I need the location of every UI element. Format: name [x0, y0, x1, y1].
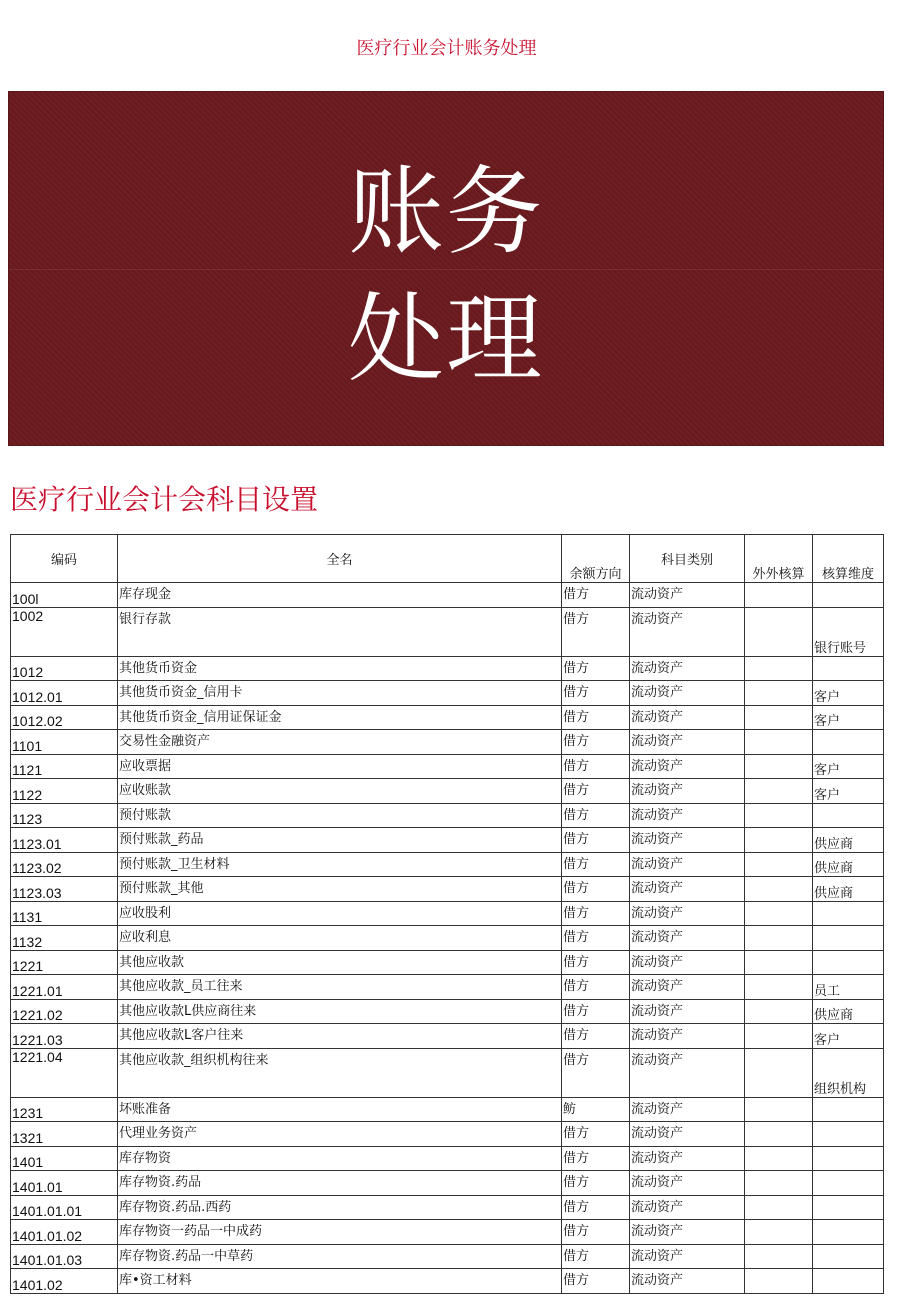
table-row	[11, 999, 884, 1024]
accounting-dimension-cell: 供应商	[813, 828, 884, 853]
balance-direction-cell: 借方	[562, 730, 630, 755]
accounting-dimension-cell	[813, 656, 884, 681]
balance-direction-cell: 鲂	[562, 1097, 630, 1122]
account-code-cell: 1401.01.03	[11, 1244, 118, 1269]
accounting-dimension-cell	[813, 1146, 884, 1171]
accounting-dimension-cell: 客户	[813, 754, 884, 779]
accounting-dimension-cell	[813, 730, 884, 755]
external-accounting-cell	[745, 1146, 813, 1171]
table-row	[11, 1048, 884, 1097]
account-code-cell: 1002	[11, 607, 118, 656]
account-code-cell: 1123.01	[11, 828, 118, 853]
external-accounting-cell	[745, 1244, 813, 1269]
banner-text-line-1: 账务	[348, 156, 544, 268]
balance-direction-cell: 借方	[562, 1269, 630, 1294]
table-row	[11, 828, 884, 853]
external-accounting-cell	[745, 754, 813, 779]
column-header-external-accounting: 外外核算	[745, 535, 813, 583]
account-name-cell: 其他货币资金_信用证保证金	[118, 705, 562, 730]
accounting-dimension-cell	[813, 1195, 884, 1220]
external-accounting-cell	[745, 852, 813, 877]
balance-direction-cell: 借方	[562, 656, 630, 681]
external-accounting-cell	[745, 1122, 813, 1147]
accounting-dimension-cell: 供应商	[813, 852, 884, 877]
table-row	[11, 1097, 884, 1122]
balance-direction-cell: 借方	[562, 999, 630, 1024]
subject-category-cell: 流动资产	[630, 950, 745, 975]
balance-direction-cell: 借方	[562, 1244, 630, 1269]
accounting-dimension-cell: 客户	[813, 681, 884, 706]
balance-direction-cell: 借方	[562, 975, 630, 1000]
table-row	[11, 1269, 884, 1294]
balance-direction-cell: 借方	[562, 1146, 630, 1171]
external-accounting-cell	[745, 779, 813, 804]
accounting-dimension-cell	[813, 1244, 884, 1269]
account-name-cell: 其他应收款	[118, 950, 562, 975]
external-accounting-cell	[745, 877, 813, 902]
table-row	[11, 1220, 884, 1245]
balance-direction-cell: 借方	[562, 828, 630, 853]
balance-direction-cell: 借方	[562, 926, 630, 951]
account-code-cell: 1321	[11, 1122, 118, 1147]
accounting-dimension-cell: 银行账号	[813, 607, 884, 656]
table-row	[11, 1171, 884, 1196]
table-row	[11, 852, 884, 877]
account-name-cell: 库存物资	[118, 1146, 562, 1171]
column-header-full-name: 全名	[118, 535, 562, 583]
external-accounting-cell	[745, 583, 813, 608]
account-name-cell: 其他货币资金_信用卡	[118, 681, 562, 706]
subject-category-cell: 流动资产	[630, 1195, 745, 1220]
account-code-cell: 1401	[11, 1146, 118, 1171]
account-name-cell: 预付账款	[118, 803, 562, 828]
accounting-dimension-cell: 客户	[813, 1024, 884, 1049]
account-name-cell: 其他应收款L供应商往来	[118, 999, 562, 1024]
account-code-cell: 1012.02	[11, 705, 118, 730]
accounting-dimension-cell	[813, 1269, 884, 1294]
subject-category-cell: 流动资产	[630, 975, 745, 1000]
table-row	[11, 681, 884, 706]
balance-direction-cell: 借方	[562, 1024, 630, 1049]
subject-category-cell: 流动资产	[630, 1097, 745, 1122]
accounting-dimension-cell	[813, 926, 884, 951]
table-row	[11, 975, 884, 1000]
table-row	[11, 926, 884, 951]
accounting-dimension-cell: 客户	[813, 705, 884, 730]
subject-category-cell: 流动资产	[630, 803, 745, 828]
accounting-dimension-cell	[813, 1220, 884, 1245]
balance-direction-cell: 借方	[562, 1122, 630, 1147]
balance-direction-cell: 借方	[562, 901, 630, 926]
balance-direction-cell: 借方	[562, 754, 630, 779]
table-row	[11, 1122, 884, 1147]
subject-category-cell: 流动资产	[630, 1244, 745, 1269]
account-code-cell: 1221.01	[11, 975, 118, 1000]
account-code-cell: 1123	[11, 803, 118, 828]
subject-category-cell: 流动资产	[630, 681, 745, 706]
external-accounting-cell	[745, 975, 813, 1000]
external-accounting-cell	[745, 1269, 813, 1294]
external-accounting-cell	[745, 656, 813, 681]
account-code-cell: 1221.04	[11, 1048, 118, 1097]
balance-direction-cell: 借方	[562, 607, 630, 656]
subject-category-cell: 流动资产	[630, 705, 745, 730]
external-accounting-cell	[745, 607, 813, 656]
table-row	[11, 901, 884, 926]
account-code-cell: 1121	[11, 754, 118, 779]
title-banner	[8, 91, 884, 446]
subject-category-cell: 流动资产	[630, 730, 745, 755]
table-row	[11, 1244, 884, 1269]
account-code-cell: 1221.02	[11, 999, 118, 1024]
account-name-cell: 代理业务资产	[118, 1122, 562, 1147]
account-code-cell: 1221	[11, 950, 118, 975]
account-code-cell: 1132	[11, 926, 118, 951]
account-name-cell: 库存现金	[118, 583, 562, 608]
account-code-cell: 1401.01.01	[11, 1195, 118, 1220]
table-row	[11, 950, 884, 975]
balance-direction-cell: 借方	[562, 1195, 630, 1220]
account-code-cell: 1012	[11, 656, 118, 681]
account-name-cell: 预付账款_其他	[118, 877, 562, 902]
accounting-dimension-cell	[813, 1171, 884, 1196]
banner-text-line-2: 处理	[348, 283, 544, 395]
account-code-cell: 1101	[11, 730, 118, 755]
accounting-dimension-cell	[813, 1122, 884, 1147]
subject-category-cell: 流动资产	[630, 828, 745, 853]
subject-category-cell: 流动资产	[630, 877, 745, 902]
balance-direction-cell: 借方	[562, 950, 630, 975]
external-accounting-cell	[745, 1097, 813, 1122]
accounting-dimension-cell: 供应商	[813, 877, 884, 902]
account-name-cell: 交易性金融资产	[118, 730, 562, 755]
account-code-cell: 1401.01	[11, 1171, 118, 1196]
account-subjects-table	[10, 534, 884, 1294]
balance-direction-cell: 借方	[562, 803, 630, 828]
balance-direction-cell: 借方	[562, 852, 630, 877]
subject-category-cell: 流动资产	[630, 1122, 745, 1147]
subject-category-cell: 流动资产	[630, 1220, 745, 1245]
column-header-subject-category: 科目类别	[630, 535, 745, 583]
account-name-cell: 其他应收款_组织机构往来	[118, 1048, 562, 1097]
subject-category-cell: 流动资产	[630, 1024, 745, 1049]
account-name-cell: 库存物资.药品.西药	[118, 1195, 562, 1220]
account-code-cell: 1123.02	[11, 852, 118, 877]
balance-direction-cell: 借方	[562, 877, 630, 902]
account-name-cell: 库存物资一药品一中成药	[118, 1220, 562, 1245]
external-accounting-cell	[745, 1195, 813, 1220]
account-name-cell: 应收利息	[118, 926, 562, 951]
subject-category-cell: 流动资产	[630, 901, 745, 926]
external-accounting-cell	[745, 950, 813, 975]
table-row	[11, 754, 884, 779]
account-name-cell: 其他货币资金	[118, 656, 562, 681]
table-row	[11, 803, 884, 828]
table-row	[11, 1195, 884, 1220]
account-name-cell: 应收票据	[118, 754, 562, 779]
external-accounting-cell	[745, 681, 813, 706]
account-name-cell: 其他应收款L客户往来	[118, 1024, 562, 1049]
balance-direction-cell: 借方	[562, 1048, 630, 1097]
subject-category-cell: 流动资产	[630, 1048, 745, 1097]
external-accounting-cell	[745, 828, 813, 853]
balance-direction-cell: 借方	[562, 681, 630, 706]
subject-category-cell: 流动资产	[630, 583, 745, 608]
table-body	[11, 583, 884, 1294]
external-accounting-cell	[745, 1171, 813, 1196]
table-row	[11, 607, 884, 656]
account-name-cell: 应收股利	[118, 901, 562, 926]
column-header-code: 编码	[11, 535, 118, 583]
accounting-dimension-cell: 组织机构	[813, 1048, 884, 1097]
subject-category-cell: 流动资产	[630, 926, 745, 951]
accounting-dimension-cell: 供应商	[813, 999, 884, 1024]
accounting-dimension-cell: 客户	[813, 779, 884, 804]
account-name-cell: 库存物资.药品	[118, 1171, 562, 1196]
table-row	[11, 779, 884, 804]
table-row	[11, 877, 884, 902]
column-header-balance-direction: 余额方向	[562, 535, 630, 583]
subject-category-cell: 流动资产	[630, 999, 745, 1024]
subject-category-cell: 流动资产	[630, 1269, 745, 1294]
subject-category-cell: 流动资产	[630, 607, 745, 656]
account-code-cell: 1221.03	[11, 1024, 118, 1049]
section-title: 医疗行业会计会科目设置	[10, 483, 319, 516]
accounting-dimension-cell	[813, 1097, 884, 1122]
external-accounting-cell	[745, 1220, 813, 1245]
external-accounting-cell	[745, 999, 813, 1024]
subject-category-cell: 流动资产	[630, 852, 745, 877]
external-accounting-cell	[745, 705, 813, 730]
account-code-cell: 1122	[11, 779, 118, 804]
account-name-cell: 其他应收款_员工往来	[118, 975, 562, 1000]
table-row	[11, 656, 884, 681]
accounting-dimension-cell	[813, 901, 884, 926]
table-row	[11, 1146, 884, 1171]
column-header-accounting-dimension: 核算维度	[813, 535, 884, 583]
account-code-cell: 1401.01.02	[11, 1220, 118, 1245]
subject-category-cell: 流动资产	[630, 779, 745, 804]
account-name-cell: 预付账款_卫生材料	[118, 852, 562, 877]
subject-category-cell: 流动资产	[630, 1146, 745, 1171]
account-code-cell: 1131	[11, 901, 118, 926]
balance-direction-cell: 借方	[562, 1171, 630, 1196]
external-accounting-cell	[745, 803, 813, 828]
account-code-cell: 1401.02	[11, 1269, 118, 1294]
table-row	[11, 705, 884, 730]
account-name-cell: 应收账款	[118, 779, 562, 804]
account-name-cell: 库存物资.药品一中草药	[118, 1244, 562, 1269]
external-accounting-cell	[745, 901, 813, 926]
table-row	[11, 1024, 884, 1049]
balance-direction-cell: 借方	[562, 779, 630, 804]
balance-direction-cell: 借方	[562, 583, 630, 608]
balance-direction-cell: 借方	[562, 705, 630, 730]
account-code-cell: 1231	[11, 1097, 118, 1122]
external-accounting-cell	[745, 730, 813, 755]
account-code-cell: 1012.01	[11, 681, 118, 706]
page-header-title: 医疗行业会计账务处理	[356, 38, 537, 59]
account-code-cell: 1123.03	[11, 877, 118, 902]
account-code-cell: 100l	[11, 583, 118, 608]
accounting-dimension-cell	[813, 950, 884, 975]
external-accounting-cell	[745, 1048, 813, 1097]
table-row	[11, 583, 884, 608]
balance-direction-cell: 借方	[562, 1220, 630, 1245]
external-accounting-cell	[745, 1024, 813, 1049]
subject-category-cell: 流动资产	[630, 1171, 745, 1196]
table-row	[11, 730, 884, 755]
account-name-cell: 坏账准备	[118, 1097, 562, 1122]
account-name-cell: 银行存款	[118, 607, 562, 656]
subject-category-cell: 流动资产	[630, 754, 745, 779]
external-accounting-cell	[745, 926, 813, 951]
accounting-dimension-cell: 员工	[813, 975, 884, 1000]
table-header-row	[11, 535, 884, 583]
banner-divider	[9, 269, 883, 270]
accounting-dimension-cell	[813, 803, 884, 828]
accounting-dimension-cell	[813, 583, 884, 608]
account-name-cell: 库•资工材料	[118, 1269, 562, 1294]
subject-category-cell: 流动资产	[630, 656, 745, 681]
account-name-cell: 预付账款_药品	[118, 828, 562, 853]
